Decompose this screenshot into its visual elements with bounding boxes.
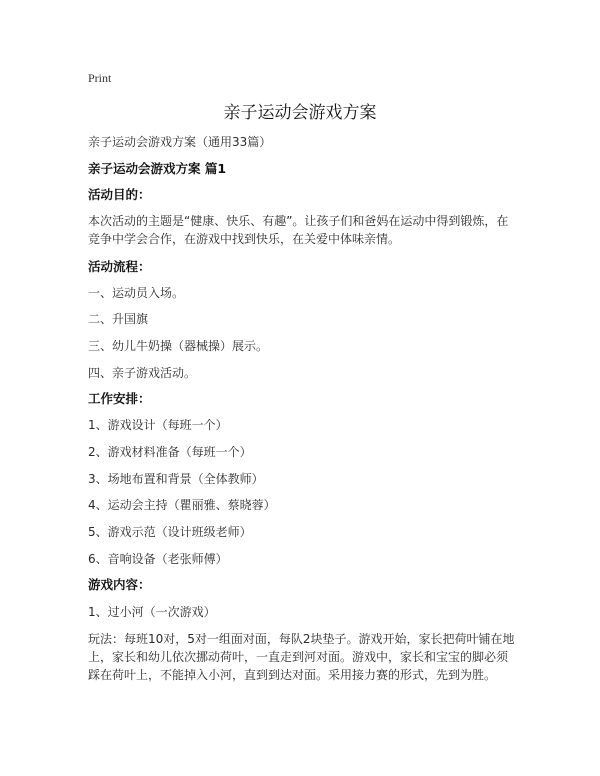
process-heading: 活动流程： [88, 259, 151, 274]
print-link[interactable]: Print [88, 71, 112, 85]
work-item: 2、游戏材料准备（每班一个） [88, 445, 252, 459]
work-item: 5、游戏示范（设计班级老师） [88, 525, 252, 539]
work-item: 6、音响设备（老张师傅） [88, 552, 228, 566]
document-subtitle: 亲子运动会游戏方案（通用33篇） [88, 135, 272, 149]
work-item: 4、运动会主持（瞿丽雅、蔡晓蓉） [88, 498, 276, 512]
process-item: 一、运动员入场。 [88, 286, 185, 300]
process-item: 四、亲子游戏活动。 [88, 366, 197, 380]
work-item: 3、场地布置和背景（全体教师） [88, 472, 264, 486]
process-item: 二、升国旗 [88, 312, 149, 326]
document-title: 亲子运动会游戏方案 [223, 103, 377, 123]
purpose-heading: 活动目的： [88, 187, 151, 202]
game1-text: 玩法：每班10对，5对一组面对面，每队2块垫子。游戏开始，家长把荷叶铺在地上，家长和幼儿依次挪动荷叶，一直走到河对面。游戏中，家长和宝宝的脚必须踩在荷叶上，不能掉入小河，直到到达对面。采用接力赛的形式，先到为胜。 [88, 632, 515, 682]
purpose-text: 本次活动的主题是“健康、快乐、有趣”。让孩子们和爸妈在运动中得到锻炼，在竞争中学会合作，在游戏中找到快乐，在关爱中体味亲情。 [88, 214, 509, 246]
section-title: 亲子运动会游戏方案 篇1 [88, 161, 227, 176]
work-item: 1、游戏设计（每班一个） [88, 418, 228, 432]
game1-title: 1、过小河（一次游戏） [88, 605, 216, 619]
work-heading: 工作安排： [88, 391, 151, 406]
process-item: 三、幼儿牛奶操（器械操）展示。 [88, 339, 269, 353]
content-heading: 游戏内容： [88, 577, 151, 592]
